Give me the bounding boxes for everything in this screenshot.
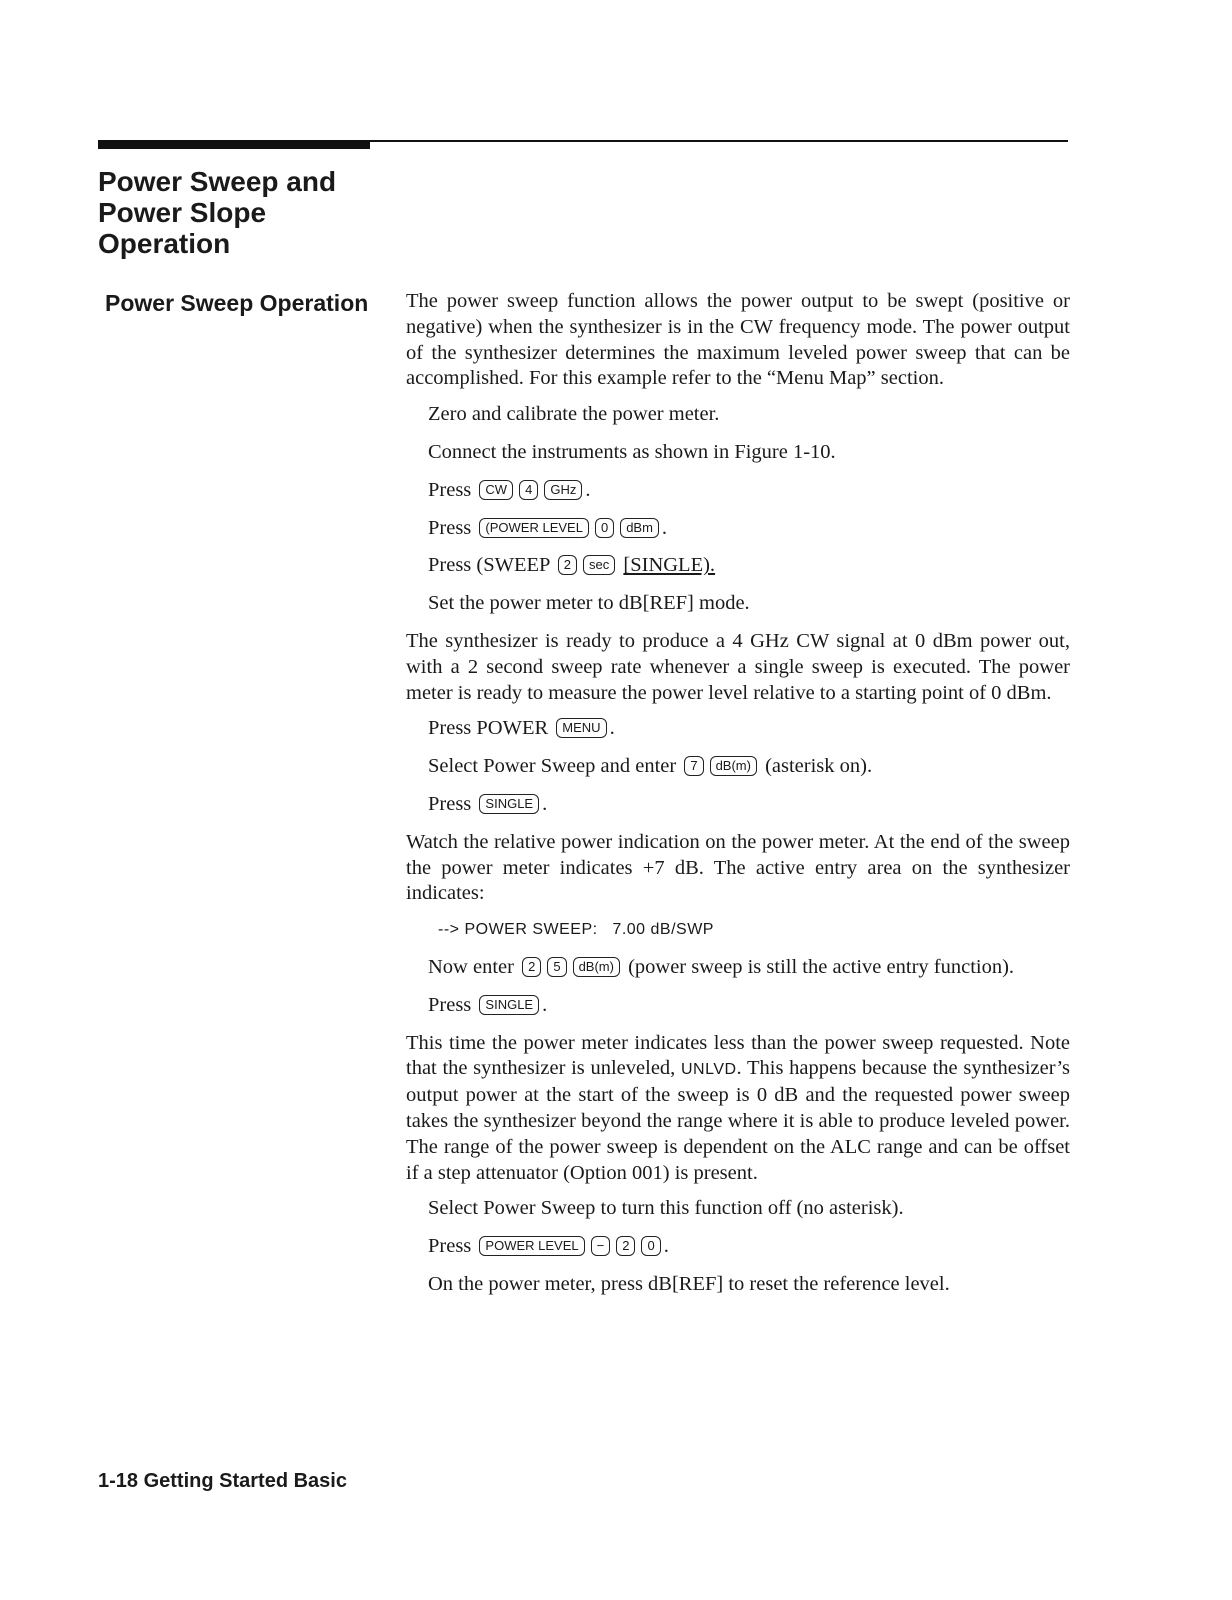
intro-paragraph: The power sweep function allows the power output to be swept (positive or negative) when the synthesizer is in the CW frequency mode. The power output of the synthesizer determines the maximum leveled power sweep that can be accomplished. For this example refer to the “Menu Map” section. [406,290,1070,390]
key-2: 2 [558,555,577,575]
ready-paragraph: The synthesizer is ready to produce a 4 GHz CW signal at 0 dBm power out, with a 2 second sweep rate whenever a single sweep is executed. The power meter is ready to measure the power level relative to a starting point of 0 dBm. [406,629,1070,704]
step-press-sweep: Press (SWEEP 2 sec [SINGLE). [428,554,716,577]
display-value: 7.00 dB/SWP [612,921,714,939]
unlvd-indicator: UNLVD [681,1061,737,1079]
step-press-single-again: Press SINGLE . [428,993,548,1016]
key-cw: CW [479,480,513,500]
page-footer: 1-18 Getting Started Basic [98,1470,347,1492]
section-title: Power Sweep and Power Slope Operation [98,166,337,259]
key-7: 7 [684,756,703,776]
key-sec: sec [583,555,615,575]
arrow-indicator: --> [438,921,460,939]
key-0: 0 [641,1236,660,1256]
step-press-single: Press SINGLE . [428,792,548,815]
key-dbm: dBm [620,518,659,538]
key-menu: MENU [556,718,606,738]
step-press-cw: Press CW 4 GHz . [428,478,591,501]
step-enter-7: Select Power Sweep and enter 7 dB(m) (asterisk on). [428,755,873,778]
key-db-m: dB(m) [573,957,620,977]
key-5: 5 [547,957,566,977]
body-text [406,289,1070,1310]
key-single: SINGLE [479,995,539,1015]
step-zero-meter: Zero and calibrate the power meter. [428,403,720,426]
key-0: 0 [595,518,614,538]
subsection-title: Power Sweep Operation [105,290,369,316]
key-4: 4 [519,480,538,500]
step-turn-off: Select Power Sweep to turn this function off (no asterisk). [428,1197,904,1220]
display-label: POWER SWEEP: [464,921,598,939]
key-2: 2 [616,1236,635,1256]
key-2: 2 [522,957,541,977]
key-minus: − [591,1236,611,1256]
step-connect: Connect the instruments as shown in Figure 1-10. [428,440,836,463]
softkey-single: [SINGLE). [623,554,716,577]
step-reset-ref: On the power meter, press dB[REF] to reset the reference level. [428,1272,950,1295]
watch-paragraph: Watch the relative power indication on the power meter. At the end of the sweep the power meter indicates +7 dB. The active entry area on the synthesizer indicates: [406,830,1070,905]
key-ghz: GHz [544,480,582,500]
active-entry-display [438,917,1070,943]
step-enter-25: Now enter 2 5 dB(m) (power sweep is still the active entry function). [428,955,1015,978]
key-db-m: dB(m) [710,756,757,776]
step-press-menu: Press POWER MENU . [428,717,615,740]
this-time-paragraph: This time the power meter indicates less than the power sweep requested. Note that the synthesizer is unleveled, UNLVD. This happens because the synthesizer’s output power at the start of the sweep is 0 dB and the requested power sweep takes the synthesizer beyond the range where it is able to produce leveled power. The range of the power sweep is dependent on the ALC range and can be offset if a step attenuator (Option 001) is present. [406,1031,1070,1184]
step-set-ref: Set the power meter to dB[REF] mode. [428,592,750,615]
step-press-power-level-minus-20: Press POWER LEVEL − 2 0 . [428,1235,669,1258]
step-press-power-level: Press (POWER LEVEL 0 dBm . [428,516,668,539]
key-power-level: (POWER LEVEL [479,518,589,538]
header-rule-accent [98,140,370,149]
key-single: SINGLE [479,794,539,814]
key-power-level: POWER LEVEL [479,1236,584,1256]
